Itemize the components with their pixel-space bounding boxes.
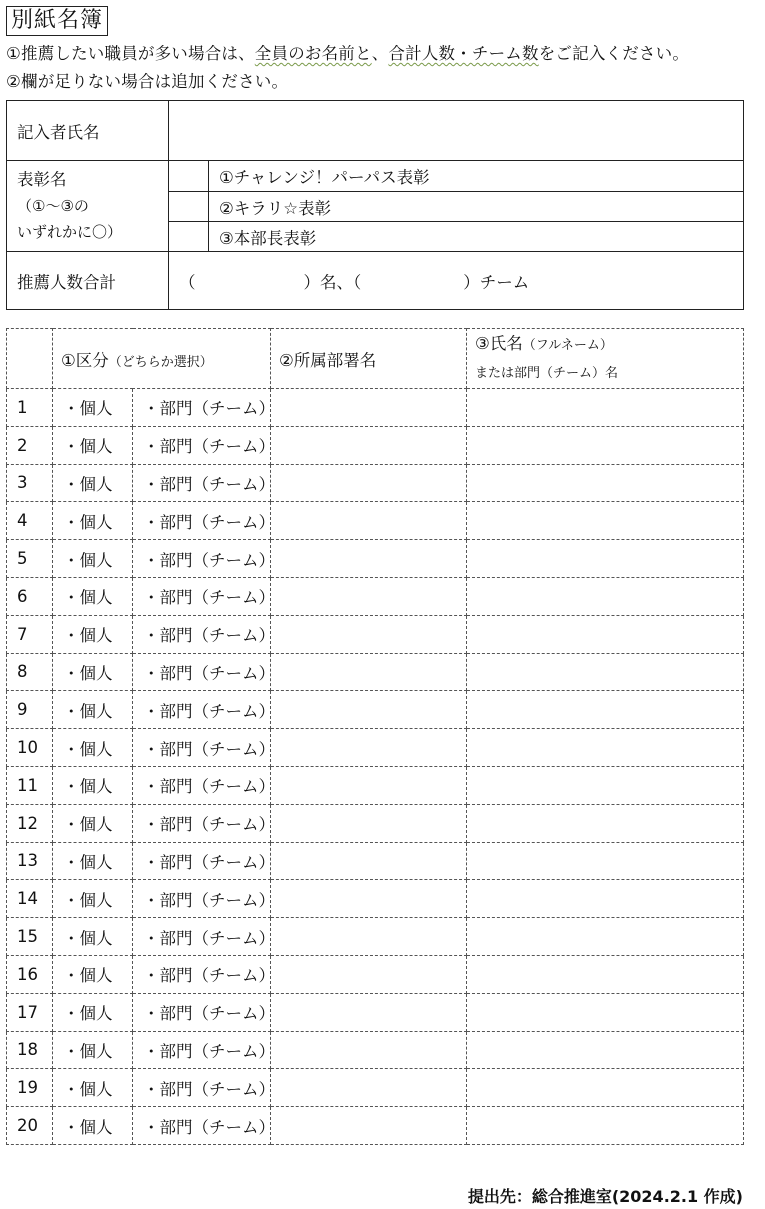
option-individual[interactable]: ・個人: [53, 729, 133, 767]
department-field[interactable]: [271, 993, 467, 1031]
header-name: [467, 329, 744, 389]
option-individual[interactable]: ・個人: [53, 1069, 133, 1107]
fullname-field[interactable]: [467, 691, 744, 729]
table-row: [7, 577, 744, 615]
fullname-field[interactable]: [467, 1107, 744, 1145]
option-department[interactable]: ・部門（チーム）: [133, 918, 271, 956]
department-field[interactable]: [271, 540, 467, 578]
option-department[interactable]: ・部門（チーム）: [133, 615, 271, 653]
department-field[interactable]: [271, 577, 467, 615]
department-field[interactable]: [271, 502, 467, 540]
nominee-table: [6, 328, 744, 1145]
award-label-line: （①～③の: [17, 197, 89, 215]
info-table: [6, 100, 744, 310]
row-number: 7: [7, 615, 53, 653]
fullname-field[interactable]: [467, 842, 744, 880]
award-select-cell-3[interactable]: [169, 222, 209, 252]
row-number: 15: [7, 918, 53, 956]
department-field[interactable]: [271, 729, 467, 767]
header-name-main: ③氏名: [475, 333, 523, 353]
table-row: [7, 1107, 744, 1145]
table-row: [7, 955, 744, 993]
option-individual[interactable]: ・個人: [53, 389, 133, 427]
award-label-line: 表彰名: [17, 170, 67, 189]
row-number: 16: [7, 955, 53, 993]
department-field[interactable]: [271, 426, 467, 464]
option-department[interactable]: ・部門（チーム）: [133, 653, 271, 691]
department-field[interactable]: [271, 955, 467, 993]
award-label-line: いずれかに〇）: [17, 223, 123, 241]
option-department[interactable]: ・部門（チーム）: [133, 1107, 271, 1145]
table-row: [7, 691, 744, 729]
table-row: [7, 540, 744, 578]
total-unit-people: ）名、（: [303, 272, 362, 292]
option-department[interactable]: ・部門（チーム）: [133, 577, 271, 615]
fullname-field[interactable]: [467, 918, 744, 956]
table-row: [7, 1069, 744, 1107]
fullname-field[interactable]: [467, 577, 744, 615]
fullname-field[interactable]: [467, 804, 744, 842]
option-department[interactable]: ・部門（チーム）: [133, 955, 271, 993]
fullname-field[interactable]: [467, 880, 744, 918]
table-row: [7, 389, 744, 427]
option-individual[interactable]: ・個人: [53, 464, 133, 502]
fullname-field[interactable]: [467, 615, 744, 653]
department-field[interactable]: [271, 615, 467, 653]
option-department[interactable]: ・部門（チーム）: [133, 842, 271, 880]
department-field[interactable]: [271, 691, 467, 729]
row-number: 6: [7, 577, 53, 615]
option-individual[interactable]: ・個人: [53, 918, 133, 956]
option-individual[interactable]: ・個人: [53, 502, 133, 540]
department-field[interactable]: [271, 653, 467, 691]
fullname-field[interactable]: [467, 1069, 744, 1107]
note-1-part: 、: [371, 44, 389, 63]
header-department: ②所属部署名: [271, 329, 467, 389]
table-row: [7, 1031, 744, 1069]
row-number: 1: [7, 389, 53, 427]
table-row: [7, 426, 744, 464]
award-label: [7, 161, 169, 252]
option-department[interactable]: ・部門（チーム）: [133, 804, 271, 842]
row-number: 17: [7, 993, 53, 1031]
note-1: [6, 44, 689, 64]
fullname-field[interactable]: [467, 426, 744, 464]
total-field[interactable]: [169, 252, 744, 310]
option-individual[interactable]: ・個人: [53, 615, 133, 653]
header-category-main: ①区分: [61, 350, 109, 370]
department-field[interactable]: [271, 1107, 467, 1145]
department-field[interactable]: [271, 880, 467, 918]
table-row: [7, 804, 744, 842]
department-field[interactable]: [271, 1031, 467, 1069]
table-row: [7, 993, 744, 1031]
row-number: 11: [7, 766, 53, 804]
option-individual[interactable]: ・個人: [53, 880, 133, 918]
option-department[interactable]: ・部門（チーム）: [133, 540, 271, 578]
option-department[interactable]: ・部門（チーム）: [133, 426, 271, 464]
option-individual[interactable]: ・個人: [53, 804, 133, 842]
header-category-sub: （どちらか選択）: [108, 354, 213, 370]
header-name-line-1: [475, 330, 743, 360]
note-2: ②欄が足りない場合は追加ください。: [6, 72, 289, 91]
fullname-field[interactable]: [467, 766, 744, 804]
fullname-field[interactable]: [467, 1031, 744, 1069]
option-department[interactable]: ・部門（チーム）: [133, 766, 271, 804]
option-individual[interactable]: ・個人: [53, 1107, 133, 1145]
row-number: 12: [7, 804, 53, 842]
department-field[interactable]: [271, 389, 467, 427]
row-number: 3: [7, 464, 53, 502]
total-paren: （: [179, 272, 196, 292]
award-option-2: ②キラリ☆表彰: [209, 192, 744, 222]
fullname-field[interactable]: [467, 464, 744, 502]
note-1-emphasis-count: 合計人数・チーム数: [388, 44, 539, 63]
row-number: 18: [7, 1031, 53, 1069]
table-row: [7, 615, 744, 653]
table-row: [7, 653, 744, 691]
table-row: [7, 918, 744, 956]
table-row: [7, 502, 744, 540]
row-number: 9: [7, 691, 53, 729]
option-department[interactable]: ・部門（チーム）: [133, 993, 271, 1031]
header-number: [7, 329, 53, 389]
option-individual[interactable]: ・個人: [53, 653, 133, 691]
fullname-field[interactable]: [467, 540, 744, 578]
row-number: 10: [7, 729, 53, 767]
total-label: 推薦人数合計: [7, 252, 169, 310]
option-department[interactable]: ・部門（チーム）: [133, 1031, 271, 1069]
fullname-field[interactable]: [467, 993, 744, 1031]
row-number: 2: [7, 426, 53, 464]
note-1-part: をご記入ください。: [538, 44, 690, 63]
award-option-1: ①チャレンジ！パーパス表彰: [209, 161, 744, 192]
option-department[interactable]: ・部門（チーム）: [133, 502, 271, 540]
table-row: [7, 729, 744, 767]
table-row: [7, 464, 744, 502]
table-row: [7, 880, 744, 918]
department-field[interactable]: [271, 766, 467, 804]
option-individual[interactable]: ・個人: [53, 955, 133, 993]
option-individual[interactable]: ・個人: [53, 842, 133, 880]
header-name-sub: （フルネーム）: [522, 337, 613, 353]
award-option-3: ③本部長表彰: [209, 222, 744, 252]
option-department[interactable]: ・部門（チーム）: [133, 729, 271, 767]
header-name-line-2: または部門（チーム）名: [475, 365, 619, 381]
option-department[interactable]: ・部門（チーム）: [133, 1069, 271, 1107]
note-1-part: ①推薦したい職員が多い場合は、: [6, 44, 255, 63]
fullname-field[interactable]: [467, 389, 744, 427]
award-select-cell-1[interactable]: [169, 161, 209, 192]
writer-label: 記入者氏名: [7, 101, 169, 161]
row-number: 5: [7, 540, 53, 578]
option-department[interactable]: ・部門（チーム）: [133, 464, 271, 502]
option-individual[interactable]: ・個人: [53, 426, 133, 464]
department-field[interactable]: [271, 804, 467, 842]
option-department[interactable]: ・部門（チーム）: [133, 880, 271, 918]
total-unit-team: ）チーム: [463, 272, 530, 292]
row-number: 19: [7, 1069, 53, 1107]
row-number: 4: [7, 502, 53, 540]
department-field[interactable]: [271, 1069, 467, 1107]
writer-name-field[interactable]: [169, 101, 744, 161]
page-title: 別紙名簿: [6, 6, 108, 36]
table-row: [7, 766, 744, 804]
award-select-cell-2[interactable]: [169, 192, 209, 222]
note-1-emphasis-names: 全員のお名前と: [254, 44, 372, 63]
footer-submit-to: 提出先：総合推進室(2024.2.1 作成): [467, 1187, 743, 1206]
department-field[interactable]: [271, 918, 467, 956]
option-individual[interactable]: ・個人: [53, 993, 133, 1031]
option-individual[interactable]: ・個人: [53, 691, 133, 729]
fullname-field[interactable]: [467, 729, 744, 767]
fullname-field[interactable]: [467, 653, 744, 691]
option-individual[interactable]: ・個人: [53, 577, 133, 615]
table-row: [7, 842, 744, 880]
option-department[interactable]: ・部門（チーム）: [133, 691, 271, 729]
department-field[interactable]: [271, 842, 467, 880]
fullname-field[interactable]: [467, 502, 744, 540]
fullname-field[interactable]: [467, 955, 744, 993]
option-department[interactable]: ・部門（チーム）: [133, 389, 271, 427]
option-individual[interactable]: ・個人: [53, 1031, 133, 1069]
row-number: 20: [7, 1107, 53, 1145]
header-category: [53, 329, 271, 389]
department-field[interactable]: [271, 464, 467, 502]
option-individual[interactable]: ・個人: [53, 766, 133, 804]
row-number: 14: [7, 880, 53, 918]
row-number: 13: [7, 842, 53, 880]
option-individual[interactable]: ・個人: [53, 540, 133, 578]
row-number: 8: [7, 653, 53, 691]
